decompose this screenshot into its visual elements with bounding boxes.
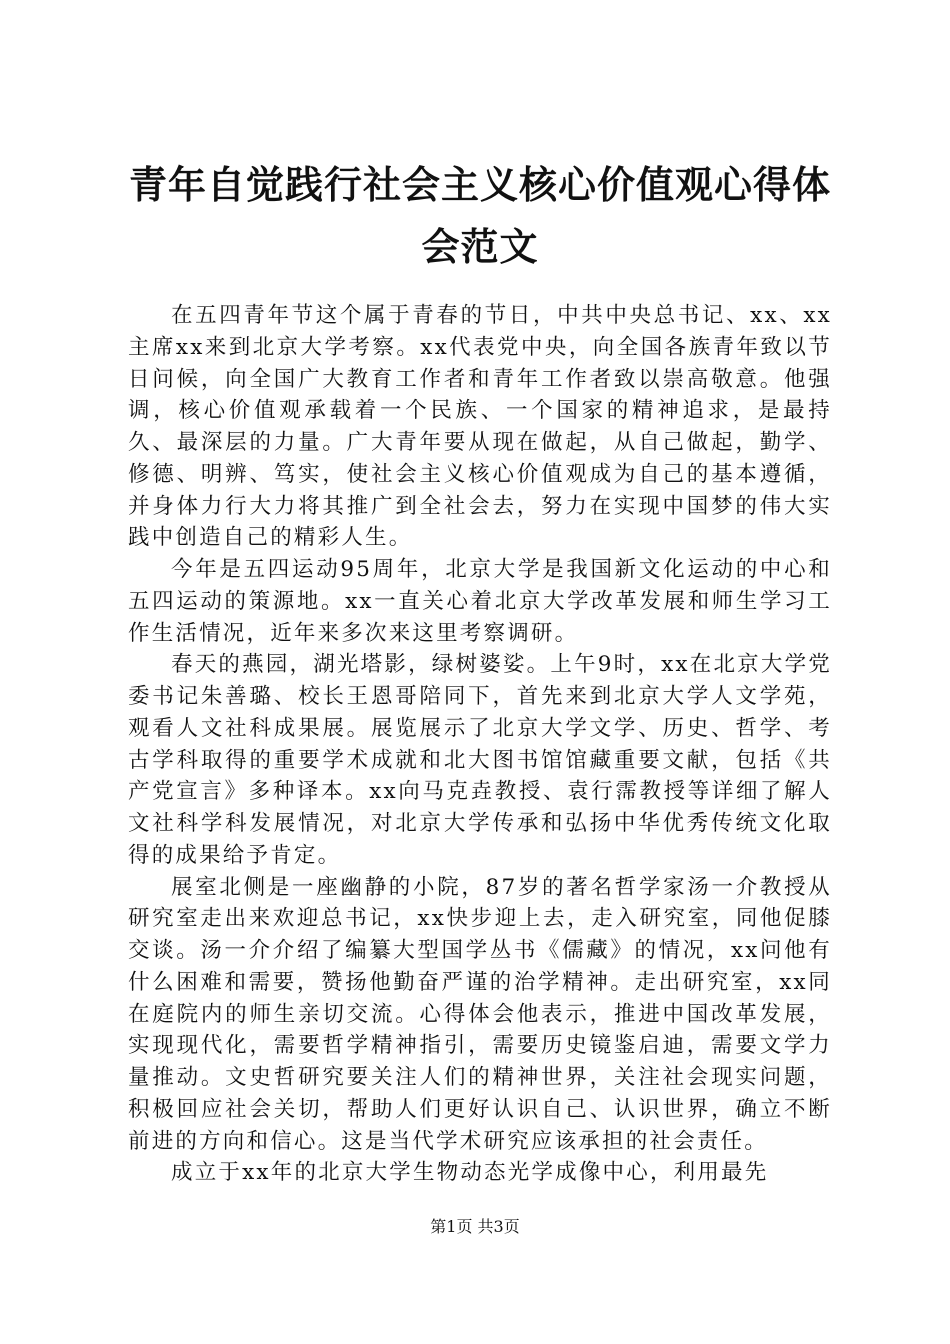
paragraph-4: 展室北侧是一座幽静的小院，87岁的著名哲学家汤一介教授从研究室走出来欢迎总书记，xx快步迎上去，走入研究室，同他促膝交谈。汤一介介绍了编纂大型国学丛书《儒藏》的情况，xx问他有什么困难和需要，赞扬他勤奋严谨的治学精神。走出研究室，xx同在庭院内的师生亲切交流。心得体会他表示，推进中国改革发展，实现现代化，需要哲学精神指引，需要历史镜鉴启迪，需要文学力量推动。文史哲研究要关注人们的精神世界，关注社会现实问题，积极回应社会关切，帮助人们更好认识自己、认识世界，确立不断前进的方向和信心。这是当代学术研究应该承担的社会责任。 <box>128 874 832 1154</box>
paragraph-3: 春天的燕园，湖光塔影，绿树婆娑。上午9时，xx在北京大学党委书记朱善璐、校长王恩哥陪同下，首先来到北京大学人文学苑，观看人文社科成果展。展览展示了北京大学文学、历史、哲学、考古学科取得的重要学术成就和北大图书馆馆藏重要文献，包括《共产党宣言》多种译本。xx向马克垚教授、袁行霈教授等详细了解人文社科学科发展情况，对北京大学传承和弘扬中华优秀传统文化取得的成果给予肯定。 <box>128 652 832 868</box>
paragraph-2: 今年是五四运动95周年，北京大学是我国新文化运动的中心和五四运动的策源地。xx一直关心着北京大学改革发展和师生学习工作生活情况，近年来多次来这里考察调研。 <box>128 557 832 646</box>
page-footer <box>0 1217 950 1237</box>
paragraph-1: 在五四青年节这个属于青春的节日，中共中央总书记、xx、xx主席xx来到北京大学考察。xx代表党中央，向全国各族青年致以节日问候，向全国广大教育工作者和青年工作者致以崇高敬意。他强调，核心价值观承载着一个民族、一个国家的精神追求，是最持久、最深层的力量。广大青年要从现在做起，从自己做起，勤学、修德、明辨、笃实，使社会主义核心价值观成为自己的基本遵循，并身体力行大力将其推广到全社会去，努力在实现中国梦的伟大实践中创造自己的精彩人生。 <box>128 303 832 551</box>
paragraph-5: 成立于xx年的北京大学生物动态光学成像中心，利用最先 <box>171 1160 769 1186</box>
document-title: 青年自觉践行社会主义核心价值观心得体会范文 <box>128 163 831 269</box>
page-number: 第1页 共3页 <box>430 1217 520 1236</box>
document-body <box>128 300 832 1189</box>
